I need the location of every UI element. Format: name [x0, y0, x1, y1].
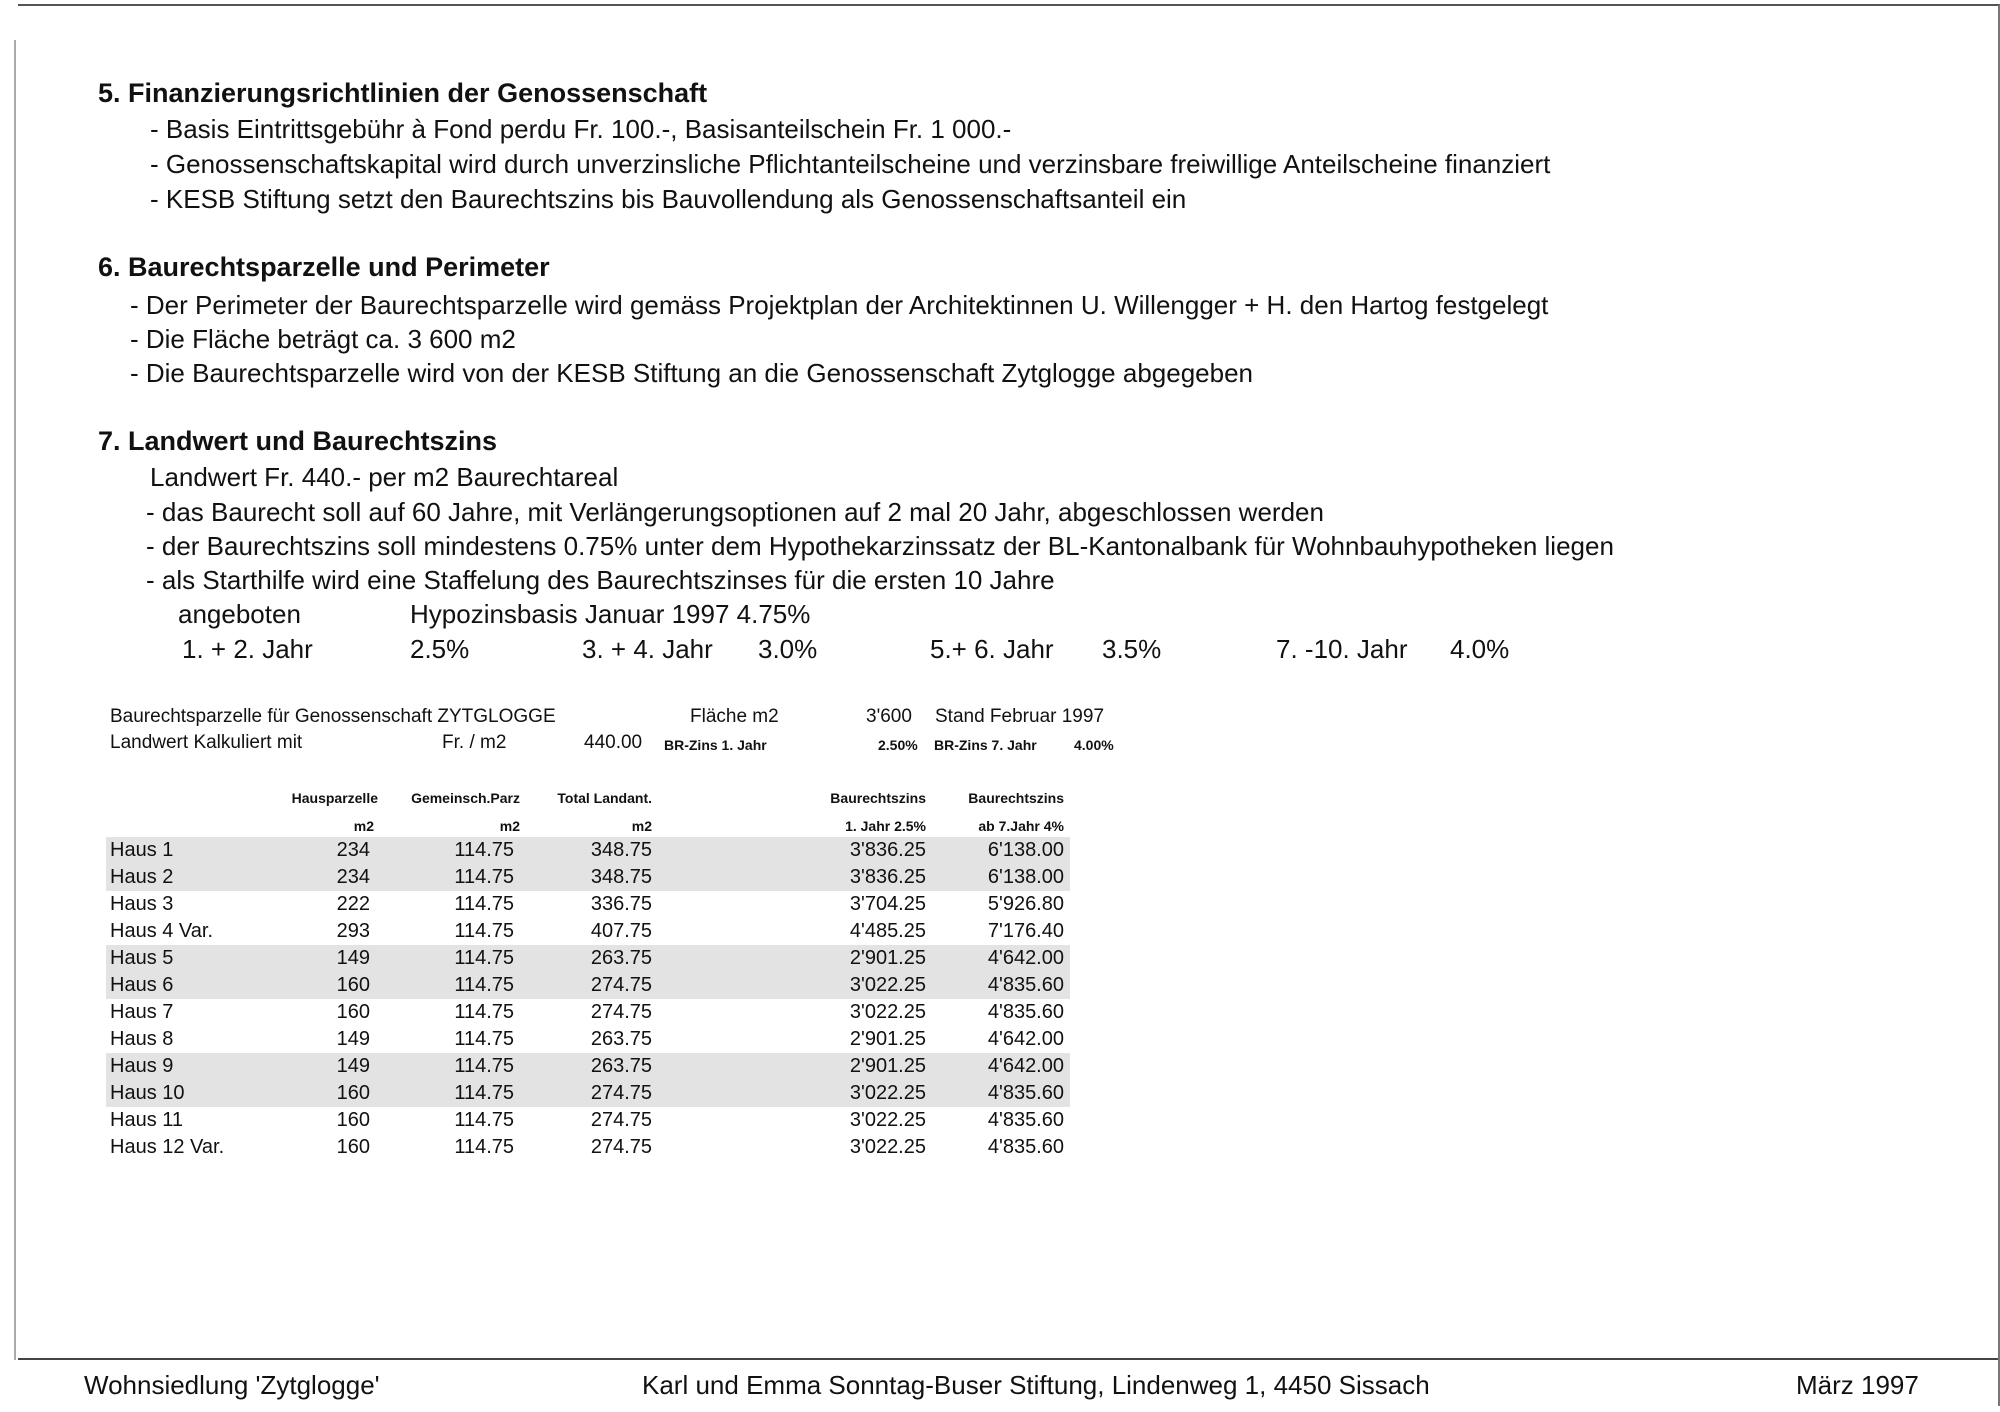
table-row	[106, 945, 1070, 972]
cell-hausparzelle: 160	[336, 1109, 370, 1131]
cell-hausparzelle: 234	[336, 839, 370, 861]
landwert-value: 440.00	[584, 732, 643, 753]
cell-brz1: 4'485.25	[849, 920, 926, 942]
landwert-unit: Fr. / m2	[442, 732, 507, 753]
cell-gemeinsch: 114.75	[454, 893, 514, 915]
cell-brz7: 4'642.00	[987, 1055, 1064, 1077]
cell-gemeinsch: 114.75	[454, 866, 514, 888]
cell-total: 348.75	[590, 866, 652, 888]
footer-address: Karl und Emma Sonntag-Buser Stiftung, Lindenweg 1, 4450 Sissach	[642, 1370, 1430, 1400]
cell-total: 263.75	[590, 1028, 652, 1050]
cell-total: 274.75	[590, 1001, 652, 1023]
staffel-step-4-label: 7. -10. Jahr	[1276, 634, 1408, 664]
cell-haus-name: Haus 4 Var.	[110, 920, 214, 942]
left-margin-rule	[14, 40, 16, 1360]
br7-value: 4.00%	[1074, 737, 1114, 753]
section-5-line-3: - KESB Stiftung setzt den Baurechtszins bis Bauvollendung als Genossenschaftsanteil ein	[150, 184, 1187, 214]
cell-gemeinsch: 114.75	[454, 1001, 514, 1023]
cell-brz7: 4'642.00	[987, 947, 1064, 969]
br7-label: BR-Zins 7. Jahr	[934, 737, 1037, 753]
section-6-line-3: - Die Baurechtsparzelle wird von der KESB Stiftung an die Genossenschaft Zytglogge abgegeben	[130, 358, 1254, 388]
section-7-line-2: - der Baurechtszins soll mindestens 0.75% unter dem Hypothekarzinssatz der BL-Kantonalbank für Wohnbauhypotheken liegen	[146, 531, 1614, 561]
footer	[18, 1358, 1998, 1406]
cell-haus-name: Haus 12 Var.	[110, 1136, 225, 1158]
cell-brz1: 3'704.25	[849, 893, 926, 915]
staffel-basis: Hypozinsbasis Januar 1997 4.75%	[410, 599, 811, 629]
cell-brz1: 3'022.25	[849, 1109, 926, 1131]
col-sub-brz7: ab 7.Jahr 4%	[978, 818, 1064, 834]
col-unit-haus: m2	[353, 818, 374, 834]
cell-total: 263.75	[590, 1055, 652, 1077]
cell-brz1: 3'836.25	[849, 866, 926, 888]
staffel-step-3-rate: 3.5%	[1102, 634, 1162, 664]
staffel-step-1-rate: 2.5%	[410, 634, 470, 664]
cell-brz1: 3'022.25	[849, 974, 926, 996]
table-row	[106, 1107, 1070, 1134]
cell-total: 274.75	[590, 974, 652, 996]
cell-brz7: 6'138.00	[987, 866, 1064, 888]
staffel-step-4-rate: 4.0%	[1450, 634, 1510, 664]
stand-date: Stand Februar 1997	[935, 706, 1105, 727]
section-6-line-2: - Die Fläche beträgt ca. 3 600 m2	[130, 324, 516, 354]
section-7-landwert: Landwert Fr. 440.- per m2 Baurechtareal	[150, 462, 619, 492]
col-sub-brz1: 1. Jahr 2.5%	[845, 818, 926, 834]
cell-brz7: 4'835.60	[987, 1109, 1064, 1131]
cell-hausparzelle: 149	[336, 1055, 370, 1077]
cell-haus-name: Haus 5	[110, 947, 174, 969]
table-row	[106, 864, 1070, 891]
cell-total: 274.75	[590, 1136, 652, 1158]
cell-hausparzelle: 234	[336, 866, 370, 888]
footer-date: März 1997	[1796, 1370, 1919, 1400]
cell-hausparzelle: 293	[336, 920, 370, 942]
table-row	[106, 1053, 1070, 1080]
col-unit-gem: m2	[499, 818, 520, 834]
col-header-total: Total Landant.	[557, 790, 652, 806]
table-row	[106, 999, 1070, 1026]
cell-hausparzelle: 222	[336, 893, 370, 915]
cell-total: 336.75	[590, 893, 652, 915]
section-7-line-3: - als Starthilfe wird eine Staffelung des Baurechtszinses für die ersten 10 Jahre	[146, 565, 1055, 595]
cell-hausparzelle: 149	[336, 1028, 370, 1050]
cell-haus-name: Haus 3	[110, 893, 174, 915]
cell-haus-name: Haus 11	[110, 1109, 184, 1131]
cell-brz1: 3'836.25	[849, 839, 926, 861]
cell-total: 274.75	[590, 1109, 652, 1131]
cell-brz1: 3'022.25	[849, 1082, 926, 1104]
staffel-step-3-label: 5.+ 6. Jahr	[930, 634, 1054, 664]
flaeche-label: Fläche m2	[690, 706, 779, 727]
footer-project: Wohnsiedlung 'Zytglogge'	[84, 1370, 380, 1400]
section-7-heading: 7. Landwert und Baurechtszins	[98, 426, 498, 456]
cell-haus-name: Haus 6	[110, 974, 174, 996]
staffel-step-2-label: 3. + 4. Jahr	[582, 634, 713, 664]
cell-haus-name: Haus 2	[110, 866, 174, 888]
cell-gemeinsch: 114.75	[454, 1055, 514, 1077]
table-row	[106, 972, 1070, 999]
col-header-brz1: Baurechtszins	[830, 790, 926, 806]
cell-brz1: 2'901.25	[849, 947, 926, 969]
cell-brz7: 4'835.60	[987, 1001, 1064, 1023]
cell-brz1: 3'022.25	[849, 1136, 926, 1158]
cell-hausparzelle: 160	[336, 974, 370, 996]
cell-brz7: 6'138.00	[987, 839, 1064, 861]
cell-gemeinsch: 114.75	[454, 1136, 514, 1158]
section-6-line-1: - Der Perimeter der Baurechtsparzelle wird gemäss Projektplan der Architektinnen U. Willengger + H. den Hartog festgelegt	[130, 290, 1549, 320]
cell-hausparzelle: 160	[336, 1136, 370, 1158]
section-5-line-1: - Basis Eintrittsgebühr à Fond perdu Fr. 100.-, Basisanteilschein Fr. 1 000.-	[150, 114, 1012, 144]
cell-gemeinsch: 114.75	[454, 920, 514, 942]
cell-gemeinsch: 114.75	[454, 1109, 514, 1131]
cell-haus-name: Haus 8	[110, 1028, 174, 1050]
staffel-angeboten: angeboten	[178, 599, 301, 629]
cell-hausparzelle: 149	[336, 947, 370, 969]
cell-haus-name: Haus 7	[110, 1001, 174, 1023]
staffel-step-2-rate: 3.0%	[758, 634, 818, 664]
table-row	[106, 1080, 1070, 1107]
cell-gemeinsch: 114.75	[454, 1028, 514, 1050]
cell-gemeinsch: 114.75	[454, 947, 514, 969]
col-unit-total: m2	[631, 818, 652, 834]
section-5-heading: 5. Finanzierungsrichtlinien der Genossenschaft	[98, 78, 708, 108]
cell-total: 407.75	[590, 920, 652, 942]
col-header-gemeinsch: Gemeinsch.Parz	[411, 790, 520, 806]
cell-brz7: 7'176.40	[987, 920, 1064, 942]
col-header-hausparzelle: Hausparzelle	[291, 790, 378, 806]
cell-gemeinsch: 114.75	[454, 974, 514, 996]
cell-total: 274.75	[590, 1082, 652, 1104]
section-6-heading: 6. Baurechtsparzelle und Perimeter	[98, 252, 550, 282]
table-row	[106, 837, 1070, 864]
cell-brz7: 4'835.60	[987, 1082, 1064, 1104]
section-7-line-1: - das Baurecht soll auf 60 Jahre, mit Verlängerungsoptionen auf 2 mal 20 Jahr, abgeschlossen werden	[146, 497, 1324, 527]
cell-brz1: 3'022.25	[849, 1001, 926, 1023]
section-5-line-2: - Genossenschaftskapital wird durch unverzinsliche Pflichtanteilscheine und verzinsbare freiwillige Anteilscheine finanziert	[150, 149, 1551, 179]
cell-gemeinsch: 114.75	[454, 839, 514, 861]
cell-haus-name: Haus 9	[110, 1055, 174, 1077]
cell-haus-name: Haus 10	[110, 1082, 185, 1104]
col-header-brz7: Baurechtszins	[968, 790, 1064, 806]
staffel-step-1-label: 1. + 2. Jahr	[182, 634, 313, 664]
cell-brz7: 4'835.60	[987, 1136, 1064, 1158]
cell-brz1: 2'901.25	[849, 1055, 926, 1077]
table-title: Baurechtsparzelle für Genossenschaft ZYTGLOGGE	[110, 706, 556, 727]
cell-total: 263.75	[590, 947, 652, 969]
table-row	[106, 918, 1070, 945]
table-row	[106, 1134, 1070, 1161]
landwert-label: Landwert Kalkuliert mit	[110, 732, 303, 753]
cell-brz1: 2'901.25	[849, 1028, 926, 1050]
flaeche-value: 3'600	[866, 706, 912, 727]
cell-gemeinsch: 114.75	[454, 1082, 514, 1104]
table-row	[106, 891, 1070, 918]
cell-haus-name: Haus 1	[110, 839, 174, 861]
br1-value: 2.50%	[878, 737, 918, 753]
cell-hausparzelle: 160	[336, 1001, 370, 1023]
cell-brz7: 4'642.00	[987, 1028, 1064, 1050]
cell-total: 348.75	[590, 839, 652, 861]
cell-hausparzelle: 160	[336, 1082, 370, 1104]
cell-brz7: 5'926.80	[987, 893, 1064, 915]
br1-label: BR-Zins 1. Jahr	[664, 737, 767, 753]
table-row	[106, 1026, 1070, 1053]
cell-brz7: 4'835.60	[987, 974, 1064, 996]
